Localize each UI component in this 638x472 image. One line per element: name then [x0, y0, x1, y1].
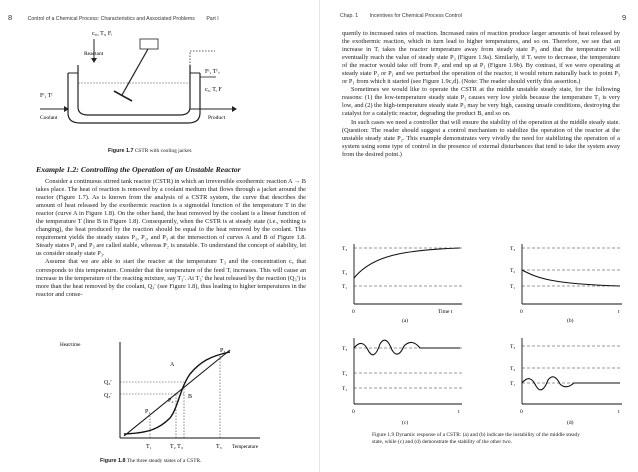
right-running-title: Incentives for Chemical Process Control: [369, 13, 462, 19]
figure-1-8-caption: [100, 458, 201, 465]
fig18-label-P2: P₂: [168, 398, 174, 404]
a-zero: 0: [352, 309, 355, 315]
left-paragraph-2: Assume that we are able to start the reactor at the temperature T₃ and the concentration cₐ that corresponds to this temperature. Consider that the temperature of the feed Tᵢ increases. This will cause an increase in the temperature of the reacting mixture, say T₃′. At T₃′ the heat released by the reaction (Q₃′) is more than the heat removed by the coolant, Q₃′ (see Figure 1.8), thus leading to higher temperatures in the reactor and conse-: [36, 258, 306, 298]
fig17-coolant-side-label: Fᶜ, Tᶜ: [40, 93, 53, 99]
fig17-caption-text: CSTR with cooling jacket.: [134, 148, 193, 154]
fig18-tick-T1: T₁: [146, 444, 152, 450]
c-t: t: [458, 409, 460, 415]
fig17-coolant-in-label: Fᶜ, Tᶜₒ: [205, 69, 220, 75]
c-panel-label: (c): [402, 420, 409, 426]
fig17-coolant-label: Coolant: [40, 115, 58, 121]
right-paragraph-3: In such cases we need a controller that will ensure the stability of the operation at the middle steady state. (Question: The reader should suggest a control mechanism to stabilize the operation of the reactor at the unstable steady state P₂. This example demonstrates very vividly the need for stabilizing the operation of a system using some type of control in the presence of external disturbances that tend to take the system away from the desired point.): [342, 118, 620, 158]
c-T2: T₂: [342, 371, 348, 377]
left-running-title: Control of a Chemical Process: Characteristics and Associated Problems: [27, 16, 195, 22]
fig17-product-label: Product: [208, 115, 226, 121]
a-panel-label: (a): [402, 318, 409, 324]
figure-1-7-cstr-diagram: [40, 25, 280, 143]
c-T3: T₃: [342, 346, 348, 352]
fig18-caption-text: The three steady states of a CSTR.: [126, 458, 202, 464]
fig17-reactant-label: Reactant: [84, 51, 104, 57]
d-T3: T₃: [510, 344, 516, 350]
fig18-ylabel: Heat/time: [60, 342, 81, 348]
b-T3: T₃: [510, 246, 516, 252]
b-T1: T₁: [510, 284, 516, 290]
right-paragraph-1: quently to increased rates of reaction. Increased rates of reaction produce larger amounts of heat released by the exothermic reaction, which in turn lead to higher temperatures, and so on. Therefore, we see that an increase in Tᵢ takes the reactor temperature away from steady state P₃ and that the temperature will eventually reach the value of steady state P₃ (Figure 1.9a). Similarly, if Tᵢ were to decrease, the temperature of the reactor would take off from P₂ and end up at P₁ (Figure 1.9b). By contrast, if we were operating at steady state P₂ or P₁ and we perturbed the operation of the reactor, it would return naturally back to point P₃ or P₁ from which it started (see Figure 1.9c,d). (Note: The reader should verify this assertion.): [342, 30, 620, 86]
right-page: [319, 0, 638, 472]
d-T2: T₂: [510, 366, 516, 372]
panel-b: [510, 244, 622, 324]
b-t: t: [618, 309, 620, 315]
b-zero: 0: [520, 309, 523, 315]
a-T1: T₁: [342, 284, 348, 290]
right-chapter: Chap. 1: [340, 13, 359, 19]
fig18-label-Q3b: Q₃′: [104, 393, 112, 399]
panel-a: [342, 244, 462, 324]
a-T3: T₃: [342, 246, 348, 252]
figure-1-7-caption: [108, 148, 192, 155]
left-running-head: [8, 13, 219, 22]
c-T1: T₁: [342, 386, 348, 392]
fig18-label-B: B: [188, 394, 193, 400]
fig18-label-P3: P₃: [220, 348, 226, 354]
d-zero: 0: [520, 409, 523, 415]
fig18-caption-label: Figure 1.8: [100, 458, 126, 464]
a-T2: T₂: [342, 270, 348, 276]
left-body-text: [36, 178, 306, 299]
c-zero: 0: [352, 409, 355, 415]
fig18-tick-T2: T₂ T₃: [170, 444, 183, 450]
example-heading: Example 1.2: Controlling the Operation of an Unstable Reactor: [36, 165, 241, 174]
right-body-text: [342, 30, 620, 159]
fig18-label-Q3a: Q₃′: [104, 380, 112, 386]
figure-1-9-caption: Figure 1.9 Dynamic response of a CSTR: (a) and (b) indicate the instability of the middle steady state, while (c) and (d) demonstrate the stability of the other two.: [372, 432, 580, 445]
b-panel-label: (b): [567, 318, 574, 324]
fig17-caption-label: Figure 1.7: [108, 148, 134, 154]
left-part: Part I: [206, 16, 219, 22]
fig17-product-vars-label: cₐ, T, F: [205, 87, 222, 93]
line-B-heat-removed: [124, 350, 230, 436]
left-page-number: 8: [8, 13, 13, 22]
d-panel-label: (d): [567, 420, 574, 426]
figure-1-8-steady-states-chart: [60, 338, 290, 456]
right-running-head: [340, 13, 462, 19]
fig18-label-A: A: [170, 362, 175, 368]
right-paragraph-2: Sometimes we would like to operate the CSTR at the middle unstable steady state, for the following reasons: (1) the low-temperature steady state P₁ causes very low yields because the temperature T₁ is very low, and (2) the high-temperature steady state P₃ may be very high, causing unsafe conditions, destroying the catalyst for a catalytic reactor, degrading the product B, and so on.: [342, 86, 620, 118]
fig18-label-P1: P₁: [145, 409, 151, 415]
d-T1: T₁: [510, 381, 516, 387]
fig18-tick-T3: T₃: [216, 444, 222, 450]
right-page-number: 9: [622, 13, 627, 22]
b-T2: T₂: [510, 268, 516, 274]
left-paragraph-1: Consider a continuous stirred tank reactor (CSTR) in which an irreversible exothermic reaction A → B takes place. The heat of reaction is removed by a coolant medium that flows through a jacket around the reactor (Figure 1.7). As is known from the analysis of a CSTR system, the curve that describes the amount of heat released by the exothermic reaction is a sigmoidal function of the temperature T in the reactor (curve A in Figure 1.8). On the other hand, the heat removed by the coolant is a linear function of the temperature T (line B in Figure 1.8). Consequently, when the CSTR is at steady state (i.e., nothing is changing), the heat produced by the reaction should be equal to the heat removed by the coolant. This requirement yields the steady states P₁, P₂, and P₃ at the intersection of curves A and B of Figure 1.8. Steady states P₁ and P₃ are called stable, whereas P₂ is unstable. To understand the concept of stability, let us consider steady state P₃.: [36, 178, 306, 258]
panel-c: [342, 338, 462, 426]
figure-1-9-dynamic-response: [342, 238, 627, 448]
panel-d: [510, 338, 622, 426]
fig18-xlabel: Temperature: [232, 444, 259, 450]
fig17-feed-label: cₐᵢ, Tᵢ, Fᵢ: [92, 31, 113, 37]
a-time: Time t: [438, 309, 453, 315]
d-t: t: [618, 409, 620, 415]
